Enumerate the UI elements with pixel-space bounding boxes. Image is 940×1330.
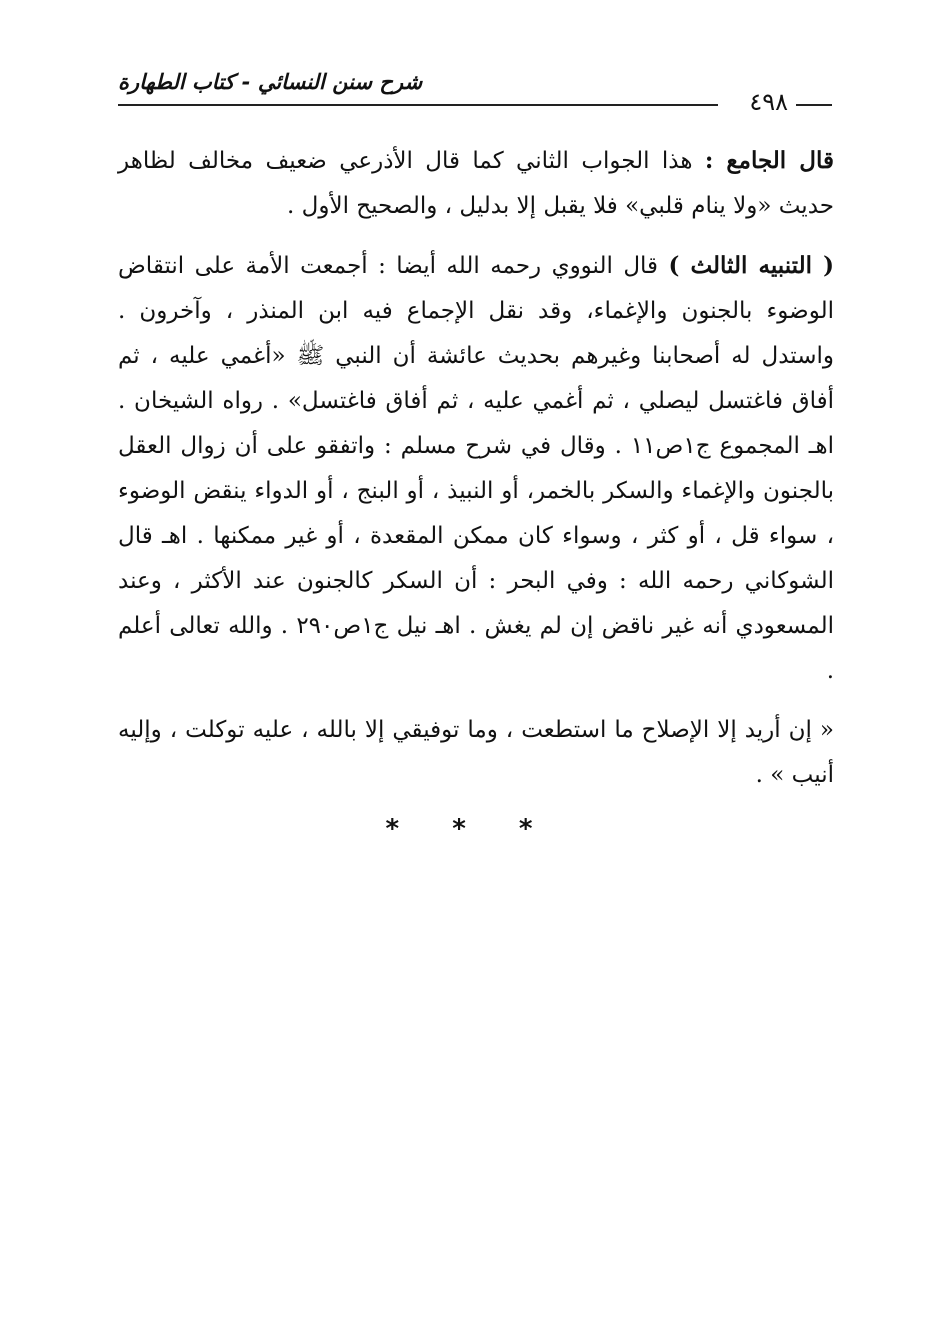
paragraph-text: قال النووي رحمه الله أيضا : أجمعت الأمة على انتقاض الوضوء بالجنون والإغماء، وقد نقل الإجماع فيه ابن المنذر ، وآخرون . واستدل له أصحابنا وغيرهم بحديث عائشة أن النبي ﷺ «أغمي عليه ، ثم أفاق فاغتسل ليصلي ، ثم أغمي عليه ، ثم أفاق فاغتسل» . رواه الشيخان . اهـ المجموع ج١ص١١ . وقال في شرح مسلم : واتفقو على أن زوال العقل بالجنون والإغماء والسكر بالخمر، أو النبيذ ، أو البنج ، أو الدواء ينقض الوضوء ، سواء قل ، أو كثر ، وسواء كان ممكن المقعدة ، أو غير ممكنها . اهـ قال الشوكاني رحمه الله : وفي البحر : أن السكر كالجنون عند الأكثر ، وعند المسعودي أنه غير ناقض إن لم يغش . اهـ نيل ج١ص٢٩٠ . والله تعالى أعلم . [118, 253, 834, 684]
running-title: شرح سنن النسائي - كتاب الطهارة [118, 70, 423, 94]
header-rule [118, 104, 718, 106]
page-number: ٤٩٨ [749, 88, 788, 116]
paragraph-lead: قال الجامع : [704, 147, 834, 174]
paragraph-text: هذا الجواب الثاني كما قال الأذرعي ضعيف مخالف لظاهر حديث «ولا ينام قلبي» فلا يقبل إلا بدليل ، والصحيح الأول . [118, 148, 834, 219]
paragraph-jami [118, 138, 834, 229]
section-ornament: * * * [385, 814, 555, 844]
paragraph-third-note [118, 243, 834, 694]
paragraph-closing-verse [118, 708, 834, 798]
header-dash [796, 104, 832, 106]
paragraph-text: « إن أريد إلا الإصلاح ما استطعت ، وما توفيقي إلا بالله ، عليه توكلت ، وإليه أنيب » . [118, 717, 834, 788]
page-header [118, 70, 832, 120]
paragraph-lead: ( التنبيه الثالث ) [668, 252, 834, 279]
page-body [118, 138, 834, 812]
